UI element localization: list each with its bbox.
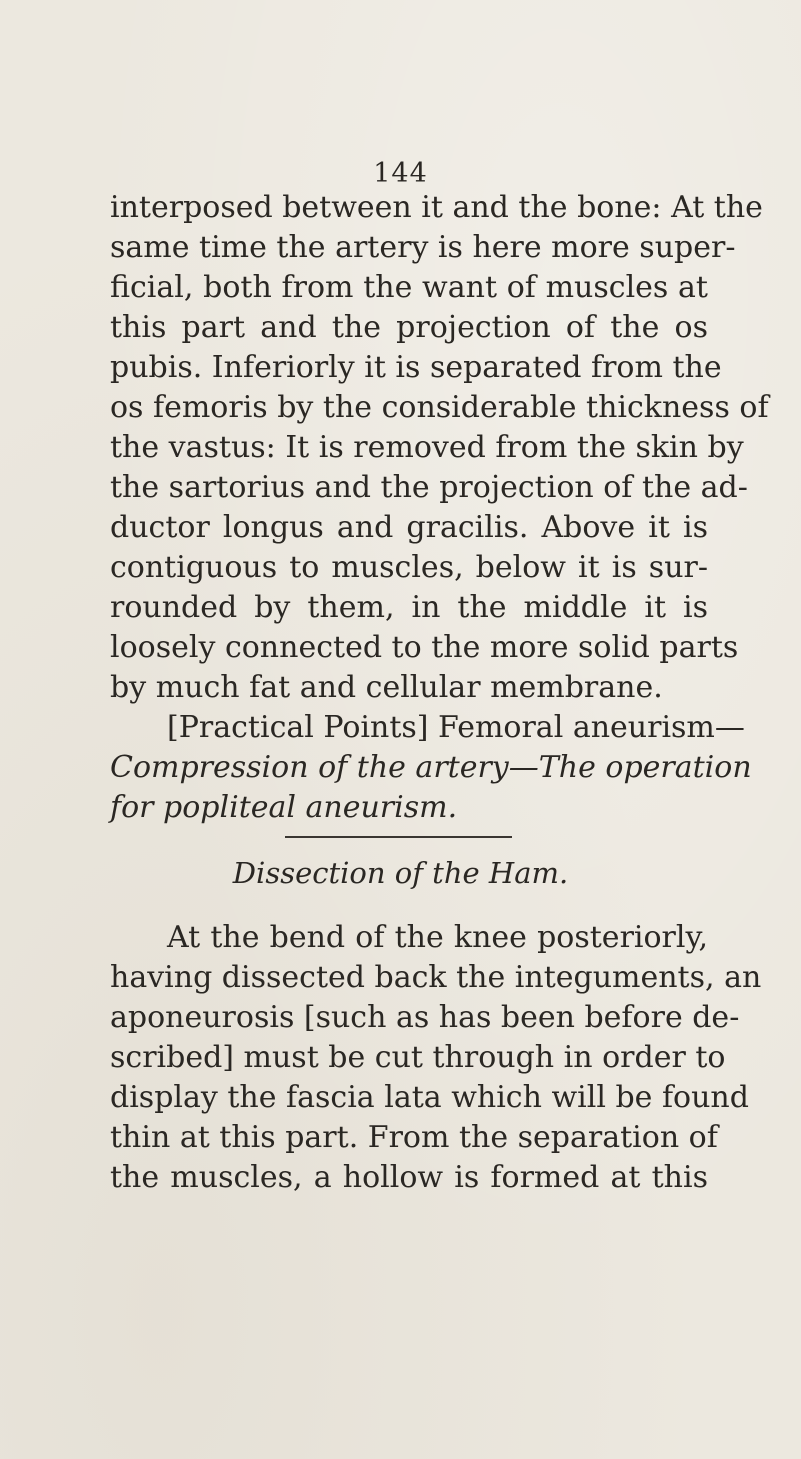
text-line: thin at this part. From the separation of	[110, 1120, 718, 1155]
text-line: At the bend of the knee posteriorly,	[167, 920, 708, 955]
section-divider	[285, 836, 512, 838]
text-line: ductor longus and gracilis. Above it is	[110, 510, 708, 545]
text-line: ficial, both from the want of muscles at	[110, 270, 708, 305]
text-line: loosely connected to the more solid parts	[110, 630, 739, 665]
section-heading: Dissection of the Ham.	[232, 856, 569, 890]
text-line: the muscles, a hollow is formed at this	[110, 1160, 708, 1195]
text-line: aponeurosis [such as has been before de-	[110, 1000, 740, 1035]
text-line: the vastus: It is removed from the skin by	[110, 430, 744, 465]
practical-points-line: [Practical Points] Femoral aneurism—	[167, 710, 745, 745]
text-line: having dissected back the integuments, an	[110, 960, 762, 995]
text-line: pubis. Inferiorly it is separated from the	[110, 350, 722, 385]
text-line: this part and the projection of the os	[110, 310, 708, 345]
text-line: rounded by them, in the middle it is	[110, 590, 708, 625]
text-line: contiguous to muscles, below it is sur-	[110, 550, 708, 585]
practical-points-line: Compression of the artery—The operation	[110, 750, 752, 785]
text-line: interposed between it and the bone: At the	[110, 190, 763, 225]
practical-points-line: for popliteal aneurism.	[110, 790, 458, 825]
text-line: scribed] must be cut through in order to	[110, 1040, 726, 1075]
page-number: 144	[373, 158, 428, 189]
text-line: by much fat and cellular membrane.	[110, 670, 663, 705]
text-line: the sartorius and the projection of the ad-	[110, 470, 748, 505]
text-line: display the fascia lata which will be found	[110, 1080, 749, 1115]
text-line: os femoris by the considerable thickness of	[110, 390, 769, 425]
text-line: same time the artery is here more super-	[110, 230, 736, 265]
